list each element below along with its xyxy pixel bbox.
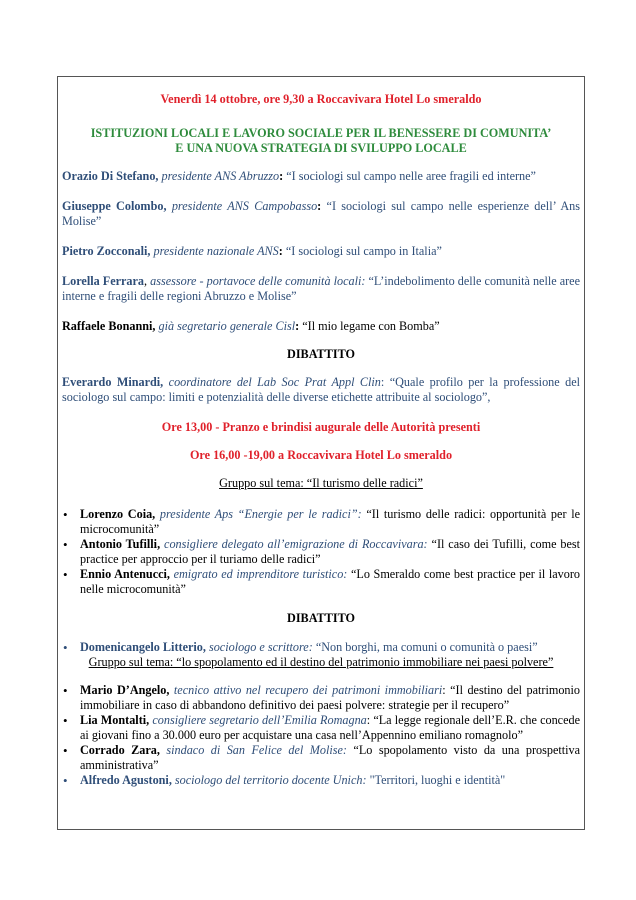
group2-list: [62, 683, 580, 788]
litterio-list: [62, 640, 580, 655]
debate-heading-1: DIBATTITO: [287, 347, 355, 361]
debate-heading-2: DIBATTITO: [287, 611, 355, 625]
speaker-2: Giuseppe Colombo, presidente ANS Campobasso: “I sociologi sul campo nelle esperienze dell’ Ans Molise”: [62, 199, 580, 228]
lunch-line: Ore 13,00 - Pranzo e brindisi augurale delle Autorità presenti: [161, 420, 481, 434]
list-item: • Domenicangelo Litterio, sociologo e scrittore: “Non borghi, ma comuni o comunità o paesi”: [80, 640, 580, 655]
date-line: Venerdì 14 ottobre, ore 9,30 a Roccavivara Hotel Lo smeraldo: [160, 92, 482, 106]
theme-line-1: ISTITUZIONI LOCALI E LAVORO SOCIALE PER IL BENESSERE DI COMUNITA’: [90, 126, 552, 140]
list-item: • Lia Montalti, consigliere segretario dell’Emilia Romagna: “La legge regionale dell’E.R. che concede ai giovani fino a 30.000 euro per acquistare una casa nell’Appennino emiliano romagnolo”: [80, 713, 580, 743]
afternoon-line: Ore 16,00 -19,00 a Roccavivara Hotel Lo smeraldo: [189, 448, 453, 462]
list-item: • Ennio Antenucci, emigrato ed imprenditore turistico: “Lo Smeraldo come best practice per il lavoro nelle microcomunità”: [80, 567, 580, 597]
group2-title: Gruppo sul tema: “lo spopolamento ed il destino del patrimonio immobiliare nei paesi polvere”: [88, 655, 554, 669]
speaker-5: Raffaele Bonanni, già segretario generale Cisl: “Il mio legame con Bomba”: [62, 319, 440, 333]
speaker-1: Orazio Di Stefano, presidente ANS Abruzzo: “I sociologi sul campo nelle aree fragili ed interne”: [62, 169, 536, 183]
list-item: • Corrado Zara, sindaco di San Felice del Molise: “Lo spopolamento visto da una prospettiva amministrativa”: [80, 743, 580, 773]
group1-list: [62, 507, 580, 597]
speaker-3: Pietro Zocconali, presidente nazionale ANS: “I sociologi sul campo in Italia”: [62, 244, 442, 258]
list-item: • Antonio Tufilli, consigliere delegato all’emigrazione di Roccavivara: “Il caso dei Tufilli, come best practice per approccio per il turiamo delle radici”: [80, 537, 580, 567]
speaker-4: Lorella Ferrara, assessore - portavoce delle comunità locali: “L’indebolimento delle comunità nelle aree interne e fragili delle regioni Abruzzo e Molise”: [62, 274, 580, 303]
group1-title: Gruppo sul tema: “Il turismo delle radici”: [219, 476, 423, 490]
list-item: • Mario D’Angelo, tecnico attivo nel recupero dei patrimoni immobiliari: “Il destino del patrimonio immobiliare in caso di abbandono definitivo dei paesi polvere: strategie per il recupero”: [80, 683, 580, 713]
theme-line-2: E UNA NUOVA STRATEGIA DI SVILUPPO LOCALE: [175, 141, 467, 155]
coordinator: Everardo Minardi, coordinatore del Lab Soc Prat Appl Clin: “Quale profilo per la professione del sociologo sul campo: limiti e potenzialità delle diverse etichette attribuite al sociologo”,: [62, 375, 580, 404]
list-item: • Lorenzo Coia, presidente Aps “Energie per le radici”: “Il turismo delle radici: opportunità per le microcomunità”: [80, 507, 580, 537]
program-content: [62, 92, 580, 788]
list-item: • Alfredo Agustoni, sociologo del territorio docente Unich: "Territori, luoghi e identità": [80, 773, 580, 788]
